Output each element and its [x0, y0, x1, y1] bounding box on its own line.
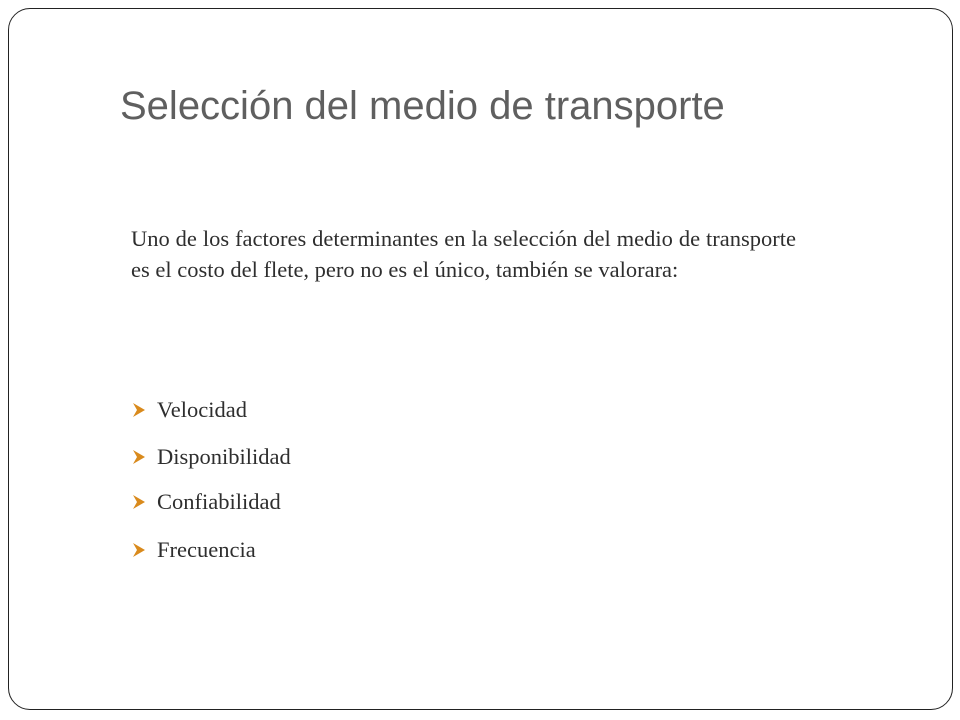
list-item [131, 535, 256, 565]
arrowhead-bullet-icon [131, 448, 157, 466]
list-item [131, 487, 281, 517]
bullet-label: Velocidad [157, 397, 247, 422]
arrowhead-bullet-icon [131, 493, 157, 511]
slide-title: Selección del medio de transporte [120, 84, 725, 128]
arrowhead-bullet-icon [131, 401, 157, 419]
body-paragraph: Uno de los factores determinantes en la selección del medio de transporte es el costo del flete, pero no es el único, también se valorara: [131, 226, 796, 282]
bullet-label: Disponibilidad [157, 444, 291, 469]
bullet-label: Frecuencia [157, 537, 256, 562]
arrowhead-bullet-icon [131, 541, 157, 559]
list-item [131, 395, 247, 425]
bullet-label: Confiabilidad [157, 489, 281, 514]
list-item [131, 442, 291, 472]
